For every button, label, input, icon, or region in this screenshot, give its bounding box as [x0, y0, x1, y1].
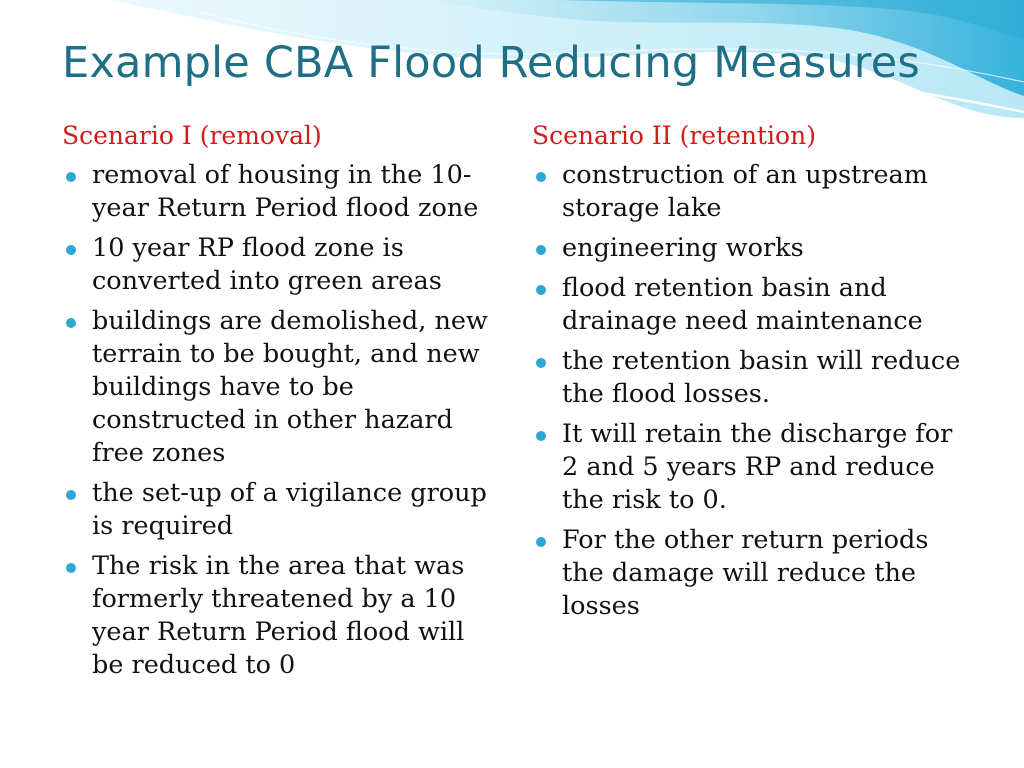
list-item	[62, 550, 502, 682]
list-item	[532, 272, 972, 338]
bullet-icon	[536, 172, 546, 182]
bullet-icon	[536, 358, 546, 368]
list-item	[532, 232, 972, 265]
list-item	[62, 477, 502, 543]
scenario-1-list	[62, 159, 502, 682]
list-item-text: removal of housing in the 10-year Return Period flood zone	[92, 159, 479, 223]
bullet-icon	[66, 245, 76, 255]
bullet-icon	[536, 285, 546, 295]
bullet-icon	[536, 431, 546, 441]
list-item-text: 10 year RP flood zone is converted into green areas	[92, 232, 442, 296]
bullet-icon	[66, 318, 76, 328]
list-item-text: construction of an upstream storage lake	[562, 159, 928, 223]
scenario-1-column	[62, 120, 502, 689]
list-item	[62, 232, 502, 298]
list-item-text: For the other return periods the damage will reduce the losses	[562, 524, 929, 621]
scenario-2-column	[532, 120, 972, 630]
bullet-icon	[536, 537, 546, 547]
list-item	[532, 159, 972, 225]
list-item-text: buildings are demolished, new terrain to be bought, and new buildings have to be constructed in other hazard free zones	[92, 305, 488, 468]
list-item-text: engineering works	[562, 232, 804, 263]
list-item-text: flood retention basin and drainage need maintenance	[562, 272, 923, 336]
bullet-icon	[66, 172, 76, 182]
slide-title: Example CBA Flood Reducing Measures	[62, 38, 920, 88]
list-item	[532, 524, 972, 623]
list-item-text: the retention basin will reduce the flood losses.	[562, 345, 961, 409]
scenario-2-heading: Scenario II (retention)	[532, 121, 816, 150]
list-item-text: the set-up of a vigilance group is required	[92, 477, 487, 541]
list-item	[532, 418, 972, 517]
bullet-icon	[66, 563, 76, 573]
list-item	[532, 345, 972, 411]
scenario-2-list	[532, 159, 972, 623]
list-item	[62, 305, 502, 470]
scenario-1-heading: Scenario I (removal)	[62, 121, 322, 150]
list-item	[62, 159, 502, 225]
bullet-icon	[536, 245, 546, 255]
bullet-icon	[66, 490, 76, 500]
list-item-text: The risk in the area that was formerly threatened by a 10 year Return Period flood will be reduced to 0	[92, 550, 465, 680]
list-item-text: It will retain the discharge for 2 and 5 years RP and reduce the risk to 0.	[562, 418, 953, 515]
